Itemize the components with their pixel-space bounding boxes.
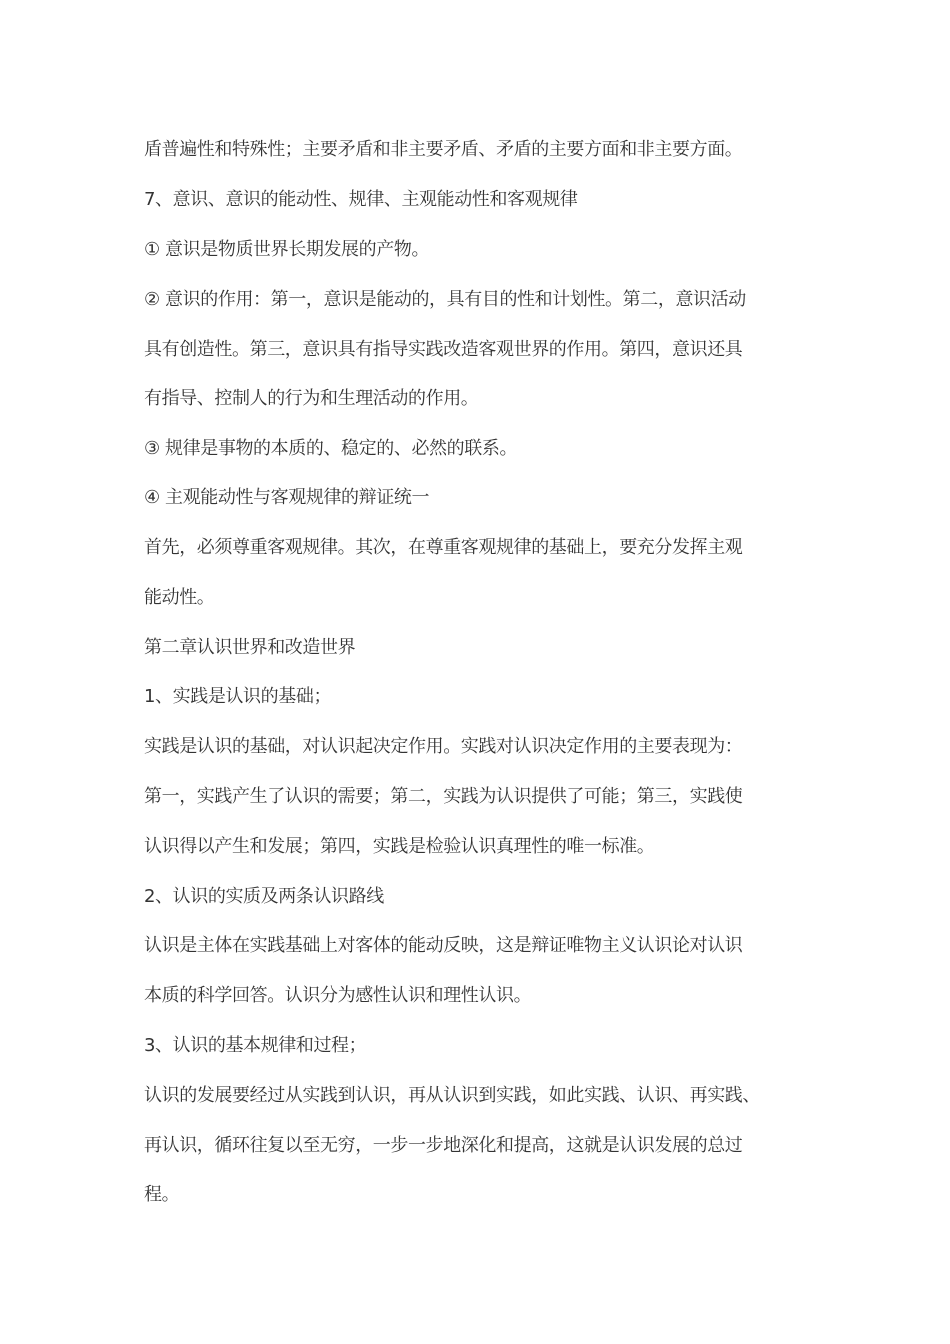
text-line: 首先，必须尊重客观规律。其次，在尊重客观规律的基础上，要充分发挥主观	[144, 537, 743, 558]
text-line: 能动性。	[144, 587, 215, 608]
text-line: ③ 规律是事物的本质的、稳定的、必然的联系。	[144, 438, 518, 459]
text-line: 实践是认识的基础，对认识起决定作用。实践对认识决定作用的主要表现为：	[144, 736, 743, 757]
section-heading: 1、实践是认识的基础；	[144, 686, 332, 707]
text-line: 认识的发展要经过从实践到认识，再从认识到实践，如此实践、认识、再实践、	[144, 1085, 760, 1106]
section-heading: 3、认识的基本规律和过程；	[144, 1035, 367, 1056]
section-heading: 2、认识的实质及两条认识路线	[144, 886, 384, 907]
text-line: 盾普遍性和特殊性；主要矛盾和非主要矛盾、矛盾的主要方面和非主要方面。	[144, 139, 743, 160]
text-line: 第一，实践产生了认识的需要；第二，实践为认识提供了可能；第三，实践使	[144, 786, 743, 807]
text-line: ② 意识的作用：第一，意识是能动的，具有目的性和计划性。第二，意识活动	[144, 289, 746, 310]
text-line: 本质的科学回答。认识分为感性认识和理性认识。	[144, 985, 532, 1006]
chapter-heading: 第二章认识世界和改造世界	[144, 637, 356, 658]
text-line: ① 意识是物质世界长期发展的产物。	[144, 239, 430, 260]
text-line: 认识是主体在实践基础上对客体的能动反映，这是辩证唯物主义认识论对认识	[144, 935, 743, 956]
text-line: 有指导、控制人的行为和生理活动的作用。	[144, 388, 479, 409]
text-line: ④ 主观能动性与客观规律的辩证统一	[144, 487, 430, 508]
text-line: 认识得以产生和发展；第四，实践是检验认识真理性的唯一标准。	[144, 836, 655, 857]
section-heading: 7、意识、意识的能动性、规律、主观能动性和客观规律	[144, 189, 578, 210]
text-line: 程。	[144, 1184, 180, 1205]
text-line: 具有创造性。第三，意识具有指导实践改造客观世界的作用。第四，意识还具	[144, 339, 743, 360]
text-line: 再认识，循环往复以至无穷，一步一步地深化和提高，这就是认识发展的总过	[144, 1135, 743, 1156]
